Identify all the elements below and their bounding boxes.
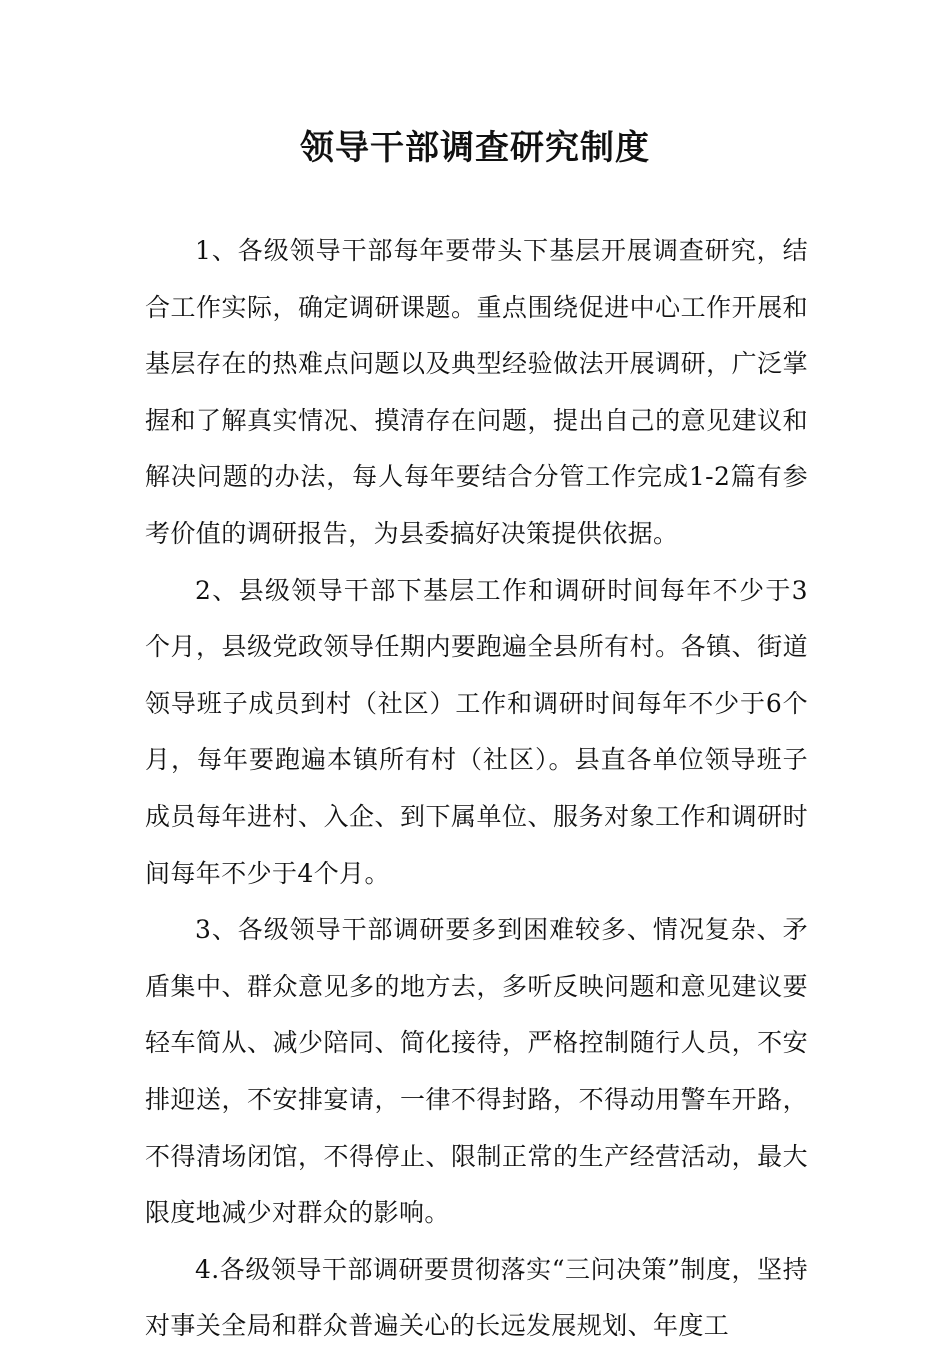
paragraph-3: 3、各级领导干部调研要多到困难较多、情况复杂、矛盾集中、群众意见多的地方去，多听反映问题和意见建议要轻车简从、减少陪同、简化接待，严格控制随行人员，不安排迎送，不安排宴请，一律不得封路，不得动用警车开路，不得清场闭馆，不得停止、限制正常的生产经营活动，最大限度地减少对群众的影响。 — [145, 915, 808, 1228]
paragraph-4: 4.各级领导干部调研要贯彻落实“三问决策”制度，坚持对事关全局和群众普遍关心的长远发展规划、年度工 — [145, 1254, 808, 1341]
document-title: 领导干部调查研究制度 — [300, 128, 650, 168]
paragraph-2: 2、县级领导干部下基层工作和调研时间每年不少于3个月，县级党政领导任期内要跑遍全县所有村。各镇、街道领导班子成员到村（社区）工作和调研时间每年不少于6个月，每年要跑遍本镇所有村（社区）。县直各单位领导班子成员每年进村、入企、到下属单位、服务对象工作和调研时间每年不少于4个月。 — [145, 575, 808, 888]
document-body — [145, 223, 808, 1355]
paragraph-1: 1、各级领导干部每年要带头下基层开展调查研究，结合工作实际，确定调研课题。重点围绕促进中心工作开展和基层存在的热难点问题以及典型经验做法开展调研，广泛掌握和了解真实情况、摸清存在问题，提出自己的意见建议和解决问题的办法，每人每年要结合分管工作完成1-2篇有参考价值的调研报告，为县委搞好决策提供依据。 — [145, 236, 808, 548]
